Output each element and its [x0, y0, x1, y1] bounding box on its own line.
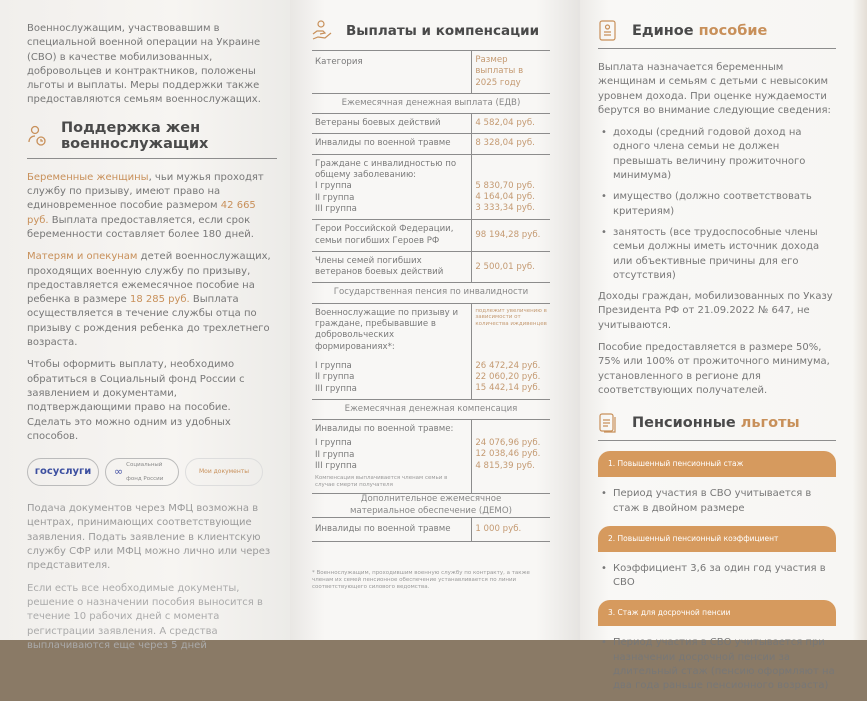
timing-paragraph: Если есть все необходимые документы, решение о назначении пособия выносится в течение 10 рабочих дней с момента регистрации заявления. А средства выплачиваются еще через 5 дней — [27, 582, 263, 651]
col-category: Категория — [312, 51, 472, 94]
group: III группа — [315, 461, 357, 472]
heading-accent: пособие — [698, 23, 768, 39]
how-to-apply-paragraph: Чтобы оформить выплату, необходимо обратиться в Социальный фонд России с заявлением и документами, подтверждающими право на пособие. Сделать это можно одним из удобных способов. — [27, 359, 245, 442]
hl-text: Матерям и опекунам — [27, 251, 138, 263]
documents-icon — [598, 412, 618, 434]
mobilized-note: Доходы граждан, мобилизованных по Указу Президента РФ от 21.09.2022 № 647, не учитываются. — [598, 291, 833, 331]
value: 15 442,14 руб. — [475, 383, 541, 394]
heading-main: Единое — [632, 23, 694, 39]
mfc-label: Мои документы — [198, 467, 250, 475]
heading-accent: Поддержка жен — [61, 119, 201, 136]
sfr-label: Социальный фонд России — [126, 461, 164, 483]
user-clock-icon — [27, 125, 47, 147]
heading-accent: льготы — [740, 415, 800, 432]
group: III группа — [315, 383, 357, 394]
section-edv: Ежемесячная денежная выплата (ЕДВ) — [312, 93, 550, 113]
group: II группа — [315, 449, 355, 460]
section-pension: Государственная пенсия по инвалидности — [312, 283, 550, 303]
label: Военнослужащие по призыву и граждане, пребывавшие в добровольческих формированиях*: — [315, 307, 459, 352]
cell-value: 98 194,28 руб. — [472, 220, 550, 252]
pension-item-3 — [598, 600, 836, 693]
mothers-paragraph — [27, 250, 277, 350]
gosuslugi-logo[interactable]: госуслуги — [27, 458, 99, 486]
table-header — [312, 51, 550, 94]
value: 26 472,24 руб. — [475, 360, 541, 371]
page-title: Выплаты и компенсации — [346, 23, 540, 39]
value: 5 830,70 руб. — [475, 180, 535, 191]
mfc-paragraph: Подача документов через МФЦ возможна в центрах, принимающих соответствующие заявления. Подать заявление в клиентскую службу СФР или МФЦ можно лично или через представителя. — [27, 503, 271, 572]
heading-main: Пенсионные — [632, 415, 736, 432]
hand-coin-icon — [312, 20, 332, 42]
cell-value — [472, 303, 550, 399]
band-title: 2. Повышенный пенсионный коэффициент — [598, 526, 836, 552]
group: I группа — [315, 360, 352, 371]
criteria-list — [598, 126, 836, 283]
amount: 42 665 руб. — [27, 200, 256, 226]
note: Компенсация выплачивается членам семьи в случае смерти получателя — [315, 475, 448, 489]
intro-text: Военнослужащим, участвовавшим в специальной военной операции на Украине (СВО) в качестве мобилизованных, добровольцев и контрактников, положены льготы и выплаты. Меры поддержки также предоставляются семьям военнослужащих. — [27, 23, 261, 106]
sfr-logo[interactable] — [105, 458, 179, 486]
cell-label — [312, 154, 472, 219]
cell-value — [472, 154, 550, 219]
value: 4 815,39 руб. — [475, 460, 535, 471]
footnote: * Военнослужащим, проходившим военную службу по контракту, а также членам их семей пенсионное обеспечение устанавливается по линии соответствующего силового ведомства. — [312, 570, 530, 591]
section-demo: Дополнительное ежемесячное материальное обеспечение (ДЕМО) — [312, 494, 550, 518]
value: 3 333,34 руб. — [475, 203, 535, 214]
group: II группа — [315, 372, 355, 383]
pregnant-paragraph — [27, 171, 277, 242]
cell-value — [472, 420, 550, 494]
group: II группа — [315, 192, 355, 203]
table-row — [312, 251, 550, 283]
mfc-logo[interactable] — [185, 458, 263, 486]
group: I группа — [315, 181, 352, 192]
list-item: • занятость (все трудоспособные члены семьи должны иметь источник дохода или объективные причины для его отсутствия) — [598, 226, 836, 283]
value: 4 164,04 руб. — [475, 192, 535, 203]
document-icon — [598, 20, 618, 42]
left-panel — [0, 0, 290, 651]
benefit-size: Пособие предоставляется в размере 50%, 75% или 100% от прожиточного минимума, установленного в регионе для соответствующих получателей. — [598, 342, 830, 396]
cell-label: Ветераны боевых действий — [312, 114, 472, 134]
table-row — [312, 134, 550, 154]
list-item: • Период участия в СВО учитывается в стаж в двойном размере — [598, 487, 836, 516]
cell-value: 2 500,01 руб. — [472, 251, 550, 283]
band-title: 1. Повышенный пенсионный стаж — [598, 451, 836, 477]
label: Граждане с инвалидностью по общему заболеванию: — [315, 158, 457, 181]
table-row — [312, 303, 550, 399]
intro-text: Выплата назначается беременным женщинам и семьям с детьми с невысоким уровнем дохода. При оценке нуждаемости берутся во внимание следующие сведения: — [598, 62, 831, 116]
value: 24 076,96 руб. — [475, 438, 541, 449]
text: Выплата предоставляется, если срок беременности составляет более 180 дней. — [27, 214, 254, 240]
pension-heading — [598, 412, 836, 441]
value: 22 060,20 руб. — [475, 372, 541, 383]
list-item: • Период участия в СВО учитывается при назначении досрочной пенсии за длительный стаж (пенсию оформляют на два года раньше пенсионного возраста) — [598, 636, 836, 693]
cell-value: 4 582,04 руб. — [472, 114, 550, 134]
table-row — [312, 220, 550, 252]
label: Инвалиды по военной травме: — [315, 424, 454, 435]
sfr-icon: ∞ — [114, 464, 124, 478]
list-item: • Коэффициент 3,6 за один год участия в СВО — [598, 562, 836, 591]
cell-label: Инвалиды по военной травме — [312, 134, 472, 154]
payments-table — [312, 50, 550, 542]
middle-panel — [290, 0, 580, 640]
group: I группа — [315, 438, 352, 449]
table-row — [312, 114, 550, 134]
amount: 18 285 руб. — [129, 294, 190, 306]
text: детей военнослужащих, проходящих военную службу по призыву, предоставляется ежемесячное пособие на ребенка в размере — [27, 251, 271, 306]
table-row — [312, 420, 550, 494]
list-item: • имущество (должно соответствовать критериям) — [598, 190, 836, 219]
right-panel — [580, 0, 867, 692]
value: 12 038,46 руб. — [475, 449, 541, 460]
cell-value: 8 328,04 руб. — [472, 134, 550, 154]
cell-label — [312, 303, 472, 399]
cell-label: Члены семей погибших ветеранов боевых действий — [312, 251, 472, 283]
wives-support-heading — [27, 120, 277, 159]
table-row — [312, 517, 550, 541]
payments-heading — [312, 20, 552, 42]
hl-text: Беременные женщины — [27, 171, 149, 183]
band-title: 3. Стаж для досрочной пенсии — [598, 600, 836, 626]
heading-main: военнослужащих — [61, 135, 209, 152]
unified-benefit-heading — [598, 20, 836, 49]
text: Выплата осуществляется в течение службы отца по призыву с рождения ребенка до трехлетнего возраста. — [27, 294, 270, 349]
pension-item-1 — [598, 451, 836, 516]
cell-label — [312, 420, 472, 494]
group: III группа — [315, 203, 357, 214]
pension-item-2 — [598, 526, 836, 591]
list-item: • доходы (средний годовой доход на одного члена семьи не должен превышать величину прожиточного минимума) — [598, 126, 836, 183]
note: подлежит увеличению в зависимости от количества иждивенцев — [475, 307, 547, 327]
section-compensation: Ежемесячная денежная компенсация — [312, 399, 550, 419]
cell-label: Герои Российской Федерации, семьи погибших Героев РФ — [312, 220, 472, 252]
col-amount: Размер выплаты в 2025 году — [472, 51, 550, 94]
cell-value: 1 000 руб. — [472, 517, 550, 541]
text: , чьи мужья проходят службу по призыву, имеют право на единовременное пособие размером — [27, 171, 264, 212]
cell-label: Инвалиды по военной травме — [312, 517, 472, 541]
table-row — [312, 154, 550, 219]
service-logos — [27, 458, 277, 486]
